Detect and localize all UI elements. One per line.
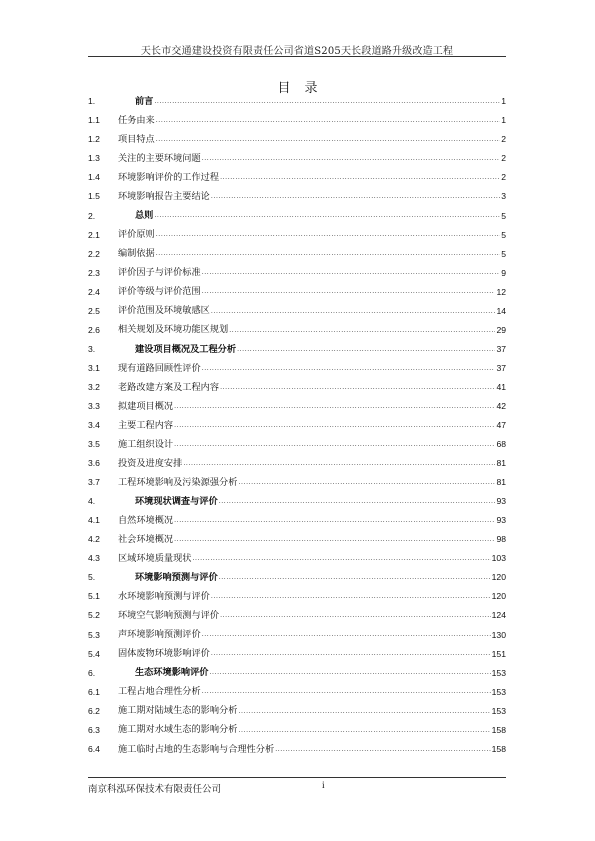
toc-entry-page: 153 xyxy=(491,667,506,678)
toc-entry-number: 3.7 xyxy=(88,477,100,488)
toc-entry[interactable] xyxy=(88,473,506,492)
toc-entry-page: 158 xyxy=(491,743,506,754)
toc-entry-page: 68 xyxy=(496,439,506,450)
toc-title: 目录 xyxy=(277,81,332,96)
toc-entry[interactable] xyxy=(88,359,506,378)
toc-leader-dots xyxy=(156,231,500,238)
toc-entry-page: 153 xyxy=(491,686,506,697)
toc-entry[interactable] xyxy=(88,416,506,435)
toc-entry-number: 2.3 xyxy=(88,267,100,278)
toc-entry-number: 6.3 xyxy=(88,724,100,735)
toc-entry-label: 区域环境质量现状 xyxy=(118,553,192,565)
toc-entry-number: 2.1 xyxy=(88,229,100,240)
toc-entry-label: 施工期对水域生态的影响分析 xyxy=(118,724,238,736)
toc-entry-number: 3.5 xyxy=(88,439,100,450)
toc-leader-dots xyxy=(174,403,495,410)
toc-entry[interactable] xyxy=(88,663,506,682)
toc-entry-page: 120 xyxy=(491,591,506,602)
toc-entry-page: 124 xyxy=(491,610,506,621)
toc-entry-number: 3.1 xyxy=(88,362,100,373)
toc-entry-number: 5.2 xyxy=(88,610,100,621)
toc-leader-dots xyxy=(211,650,491,657)
toc-entry[interactable] xyxy=(88,511,506,530)
toc-entry-number: 2.2 xyxy=(88,248,100,259)
toc-entry-number: 1.1 xyxy=(88,115,100,126)
toc-entry[interactable] xyxy=(88,302,506,321)
toc-entry[interactable] xyxy=(88,225,506,244)
toc-leader-dots xyxy=(220,174,500,181)
toc-entry-page: 93 xyxy=(496,496,506,507)
toc-entry-number: 1.2 xyxy=(88,134,100,145)
toc-entry[interactable] xyxy=(88,397,506,416)
toc-entry-label: 现有道路回顾性评价 xyxy=(118,362,201,374)
toc-entry-number: 5.3 xyxy=(88,629,100,640)
toc-entry-number: 1.3 xyxy=(88,153,100,164)
toc-entry[interactable] xyxy=(88,340,506,359)
toc-entry-number: 5. xyxy=(88,572,96,583)
toc-leader-dots xyxy=(193,555,491,562)
toc-entry-label: 拟建项目概况 xyxy=(118,400,174,412)
toc-entry-page: 81 xyxy=(496,458,506,469)
toc-leader-dots xyxy=(156,117,500,124)
toc-entry-page: 120 xyxy=(491,572,506,583)
toc-entry-page: 1 xyxy=(501,115,506,126)
toc-leader-dots xyxy=(275,746,490,753)
toc-entry-number: 6.4 xyxy=(88,743,100,754)
toc-entry[interactable] xyxy=(88,702,506,721)
toc-entry-page: 42 xyxy=(496,400,506,411)
toc-entry-page: 130 xyxy=(491,629,506,640)
toc-entry-page: 153 xyxy=(491,705,506,716)
toc-entry-number: 6.1 xyxy=(88,686,100,697)
toc-entry-label: 任务由来 xyxy=(118,114,155,126)
toc-entry-label: 社会环境概况 xyxy=(118,534,174,545)
toc-leader-dots xyxy=(238,727,490,734)
toc-entry-label: 评价原则 xyxy=(118,229,155,241)
toc-entry-page: 9 xyxy=(501,267,506,278)
toc-entry-page: 3 xyxy=(501,191,506,202)
toc-entry-number: 2.5 xyxy=(88,305,100,316)
toc-entry-label: 投资及进度安排 xyxy=(118,457,183,469)
toc-entry-label: 环境影响报告主要结论 xyxy=(118,191,210,203)
toc-entry[interactable] xyxy=(88,435,506,454)
toc-entry-page: 41 xyxy=(496,381,506,392)
toc-leader-dots xyxy=(174,517,495,524)
toc-entry[interactable] xyxy=(88,111,506,130)
toc-entry[interactable] xyxy=(88,130,506,149)
toc-entry-label: 评价因子与评价标准 xyxy=(118,267,201,279)
toc-leader-dots xyxy=(202,631,491,638)
toc-leader-dots xyxy=(156,136,500,143)
footer-company: 南京科泓环保技术有限责任公司 xyxy=(88,784,222,795)
toc-leader-dots xyxy=(238,479,495,486)
toc-entry-number: 4.1 xyxy=(88,515,100,526)
toc-entry-label: 声环境影响预测评价 xyxy=(118,629,201,641)
toc-entry-label: 关注的主要环境问题 xyxy=(118,153,201,165)
toc-entry-number: 4.2 xyxy=(88,534,100,545)
toc-entry-number: 6.2 xyxy=(88,705,100,716)
toc-entry-page: 2 xyxy=(501,134,506,145)
toc-leader-dots xyxy=(211,193,500,200)
toc-leader-dots xyxy=(219,574,491,581)
toc-entry[interactable] xyxy=(88,244,506,263)
toc-entry-label: 相关规划及环境功能区规划 xyxy=(118,324,229,336)
footer-page-number: i xyxy=(322,781,325,791)
toc-entry-number: 4.3 xyxy=(88,553,100,564)
toc-entry-page: 14 xyxy=(496,305,506,316)
toc-entry[interactable] xyxy=(88,263,506,282)
page-header: 天长市交通建设投资有限责任公司省道S205天长段道路升级改造工程 xyxy=(140,46,454,57)
toc-entry[interactable] xyxy=(88,92,506,111)
toc-entry-page: 158 xyxy=(491,724,506,735)
toc-entry-page: 2 xyxy=(501,153,506,164)
toc-entry[interactable] xyxy=(88,721,506,740)
toc-entry-page: 98 xyxy=(496,534,506,545)
toc-entry-label: 建设项目概况及工程分析 xyxy=(135,343,237,355)
toc-entry-label: 老路改建方案及工程内容 xyxy=(118,381,220,393)
toc-entry-label: 环境现状调查与评价 xyxy=(135,495,218,507)
toc-entry-number: 4. xyxy=(88,496,96,507)
toc-entry-label: 环境影响评价的工作过程 xyxy=(118,172,220,184)
toc-entry-label: 工程占地合理性分析 xyxy=(118,686,201,698)
toc-entry-page: 29 xyxy=(496,324,506,335)
toc-entry-label: 评价等级与评价范围 xyxy=(118,286,201,298)
toc-entry[interactable] xyxy=(88,740,506,759)
header-rule xyxy=(88,56,506,57)
toc-entry-number: 2.4 xyxy=(88,286,100,297)
toc-entry-number: 2. xyxy=(88,210,96,221)
toc-entry-page: 1 xyxy=(501,96,506,107)
toc-entry-page: 5 xyxy=(501,229,506,240)
toc-entry-number: 3. xyxy=(88,343,96,354)
toc-leader-dots xyxy=(220,612,491,619)
toc-entry-page: 2 xyxy=(501,172,506,183)
toc-entry-label: 固体废物环境影响评价 xyxy=(118,648,210,660)
toc-entry-label: 环境空气影响预测与评价 xyxy=(118,610,220,622)
toc-entry[interactable] xyxy=(88,321,506,340)
toc-entry-label: 工程环境影响及污染源强分析 xyxy=(118,476,238,488)
toc-entry[interactable] xyxy=(88,644,506,663)
toc-entry-page: 81 xyxy=(496,477,506,488)
toc-entry-label: 总则 xyxy=(135,210,154,222)
toc-leader-dots xyxy=(237,346,495,353)
table-of-contents xyxy=(88,92,506,759)
toc-entry-number: 3.2 xyxy=(88,381,100,392)
toc-entry-number: 1.5 xyxy=(88,191,100,202)
toc-entry-number: 3.4 xyxy=(88,420,100,431)
toc-entry-number: 3.6 xyxy=(88,458,100,469)
toc-entry[interactable] xyxy=(88,187,506,206)
toc-entry-label: 施工组织设计 xyxy=(118,438,174,450)
toc-leader-dots xyxy=(202,269,501,276)
toc-entry-page: 12 xyxy=(496,286,506,297)
toc-entry-label: 水环境影响预测与评价 xyxy=(118,591,210,603)
toc-entry-label: 项目特点 xyxy=(118,134,155,146)
toc-leader-dots xyxy=(220,384,495,391)
toc-leader-dots xyxy=(156,250,500,257)
toc-leader-dots xyxy=(210,669,491,676)
toc-entry[interactable] xyxy=(88,568,506,587)
toc-entry[interactable] xyxy=(88,168,506,187)
toc-leader-dots xyxy=(211,593,491,600)
toc-entry-page: 93 xyxy=(496,515,506,526)
toc-leader-dots xyxy=(202,155,501,162)
toc-leader-dots xyxy=(183,460,495,467)
toc-entry-number: 2.6 xyxy=(88,324,100,335)
toc-entry-label: 主要工程内容 xyxy=(118,419,174,431)
toc-entry-page: 37 xyxy=(496,362,506,373)
toc-entry[interactable] xyxy=(88,606,506,625)
toc-leader-dots xyxy=(229,327,495,334)
toc-entry[interactable] xyxy=(88,378,506,397)
toc-entry[interactable] xyxy=(88,682,506,701)
toc-entry-number: 1.4 xyxy=(88,172,100,183)
toc-entry-label: 施工期对陆域生态的影响分析 xyxy=(118,705,238,717)
toc-entry[interactable] xyxy=(88,454,506,473)
toc-entry[interactable] xyxy=(88,282,506,301)
toc-leader-dots xyxy=(174,441,495,448)
toc-entry-page: 47 xyxy=(496,420,506,431)
toc-entry-label: 自然环境概况 xyxy=(118,514,174,526)
toc-entry-number: 5.1 xyxy=(88,591,100,602)
toc-entry-label: 编制依据 xyxy=(118,248,155,260)
toc-entry[interactable] xyxy=(88,587,506,606)
toc-leader-dots xyxy=(174,422,495,429)
toc-entry-number: 5.4 xyxy=(88,648,100,659)
toc-entry[interactable] xyxy=(88,549,506,568)
toc-leader-dots xyxy=(154,98,500,105)
toc-entry[interactable] xyxy=(88,625,506,644)
footer-rule xyxy=(88,777,506,778)
toc-entry-number: 3.3 xyxy=(88,400,100,411)
toc-entry-label: 施工临时占地的生态影响与合理性分析 xyxy=(118,743,275,755)
toc-leader-dots xyxy=(219,498,496,505)
toc-entry-number: 1. xyxy=(88,96,96,107)
toc-leader-dots xyxy=(154,212,500,219)
toc-entry-page: 37 xyxy=(496,343,506,354)
toc-entry[interactable] xyxy=(88,206,506,225)
toc-entry-page: 5 xyxy=(501,248,506,259)
toc-entry-page: 103 xyxy=(491,553,506,564)
toc-entry[interactable] xyxy=(88,530,506,549)
toc-leader-dots xyxy=(202,688,491,695)
toc-leader-dots xyxy=(202,365,496,372)
toc-entry-label: 前言 xyxy=(135,95,154,107)
toc-entry-page: 5 xyxy=(501,210,506,221)
toc-entry[interactable] xyxy=(88,492,506,511)
toc-entry-page: 151 xyxy=(491,648,506,659)
toc-entry-label: 生态环境影响评价 xyxy=(135,667,209,679)
toc-leader-dots xyxy=(202,288,496,295)
toc-entry-number: 6. xyxy=(88,667,96,678)
toc-leader-dots xyxy=(238,708,490,715)
toc-leader-dots xyxy=(211,308,496,315)
toc-entry-label: 评价范围及环境敏感区 xyxy=(118,305,210,317)
toc-entry[interactable] xyxy=(88,149,506,168)
toc-entry-label: 环境影响预测与评价 xyxy=(135,572,218,584)
toc-leader-dots xyxy=(174,536,495,543)
